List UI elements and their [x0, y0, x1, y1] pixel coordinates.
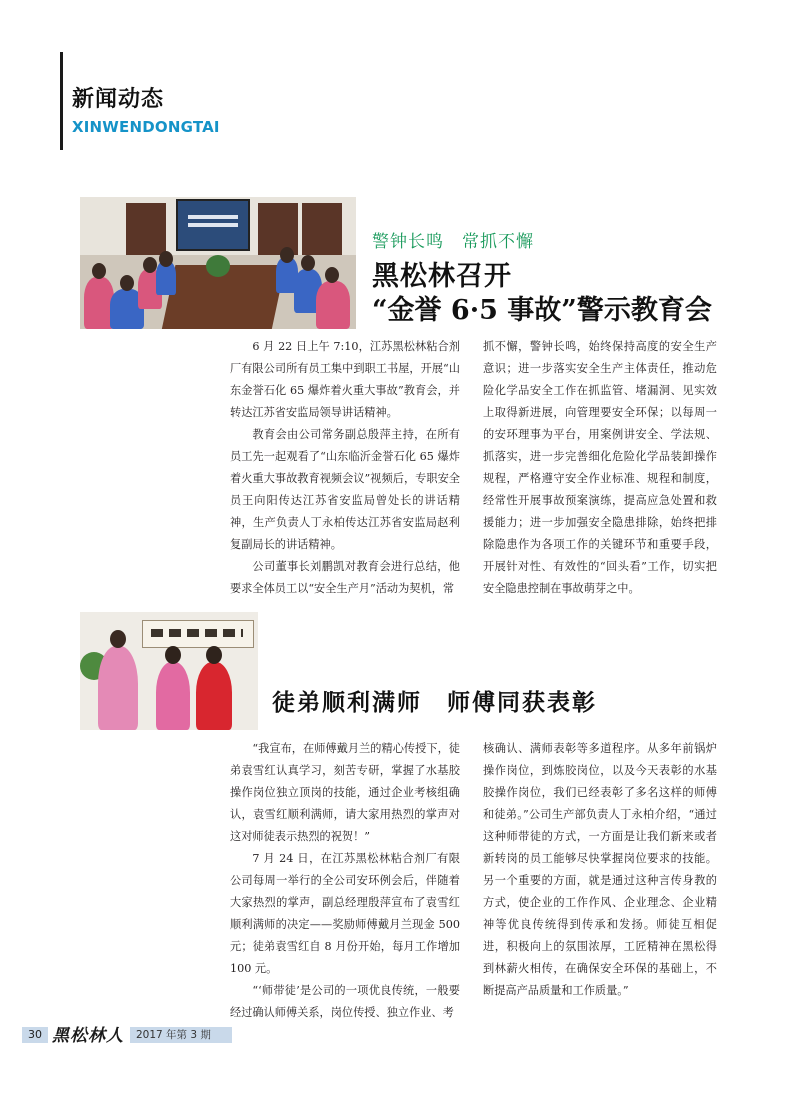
- paragraph: “‘师带徒’是公司的一项优良传统，一般要经过确认师傅关系，岗位传授、独立作业、考: [230, 984, 460, 1019]
- article1-headline-line1: 黑松林召开: [372, 261, 512, 292]
- award-photo: [80, 612, 258, 730]
- section-accent-bar: [60, 52, 63, 150]
- meeting-photo: [80, 197, 356, 329]
- paragraph: 核确认、满师表彰等多道程序。从多年前锅炉操作岗位，到炼胶岗位，以及今天表彰的水基胶操作岗位，我们已经表彰了多名这样的师傅和徒弟。”公司生产部负责人丁永柏介绍，“通过这种师带徒的方式，一方面是让我们新来或者新转岗的员工能够尽快掌握岗位要求的技能。另一个重要的方面，就是通过这种言传身教的方式，使企业的工作作风、企业理念、企业精神等优良传统得到传承和发扬。师徒互相促进，积极向上的氛围浓厚，工匠精神在黑松得到林薪火相传，在确保安全环保的基础上，不断提高产品质量和工作质量。”: [483, 742, 717, 997]
- article1-column-left: [230, 336, 460, 600]
- section-title: 新闻动态: [72, 87, 165, 112]
- article1-kicker: 警钟长鸣 常抓不懈: [372, 232, 534, 252]
- article2-column-right: [483, 738, 717, 1002]
- paragraph: “我宣布，在师傅戴月兰的精心传授下，徒弟袁雪红认真学习，刻苦专研，掌握了水基胶操作岗位独立顶岗的技能，通过企业考核组确认，袁雪红顺利满师，请大家用热烈的掌声对这对师徒表示热烈的祝贺！”: [230, 742, 460, 843]
- paragraph: 抓不懈，警钟长鸣，始终保持高度的安全生产意识；进一步落实安全生产主体责任，推动危险化学品安全工作在抓监管、堵漏洞、见实效上取得新进展，向管理要安全环保；以每周一的安环理事为平台，用案例讲安全、学法规、抓落实，进一步完善细化危险化学品装卸操作规程，严格遵守安全作业标准、规程和制度，经常性开展事故预案演练，提高应急处置和救援能力；进一步加强安全隐患排除，始终把排除隐患作为各项工作的关键环节和重要手段，开展针对性、有效性的“回头看”工作，切实把安全隐患控制在事故萌芽之中。: [483, 340, 717, 595]
- page-number: 30: [22, 1027, 48, 1043]
- paragraph: 公司董事长刘鹏凯对教育会进行总结，他要求全体员工以“安全生产月”活动为契机，常: [230, 560, 460, 595]
- issue-label: 2017 年第 3 期: [130, 1027, 232, 1043]
- article2-headline: 徒弟顺利满师 师傅同获表彰: [272, 689, 597, 716]
- paragraph: 教育会由公司常务副总殷萍主持，在所有员工先一起观看了“山东临沂金誉石化 65 爆炸着火重大事故教育视频会议”视频后，专职安全员王向阳传达江苏省安监局曾处长的讲话精神，生产负责人丁永柏传达江苏省安监局赵利复副局长的讲话精神。: [230, 428, 460, 551]
- section-pinyin: XINWENDONGTAI: [72, 118, 220, 136]
- article1-headline-line2: “金誉 6·5 事故”警示教育会: [372, 295, 712, 326]
- article1-column-right: [483, 336, 717, 600]
- article2-column-left: [230, 738, 460, 1024]
- magazine-logo: 黑松林人: [52, 1026, 124, 1046]
- paragraph: 6 月 22 日上午 7:10，江苏黑松林粘合剂厂有限公司所有员工集中到职工书屋，开展“山东金誉石化 65 爆炸着火重大事故”教育会，并转达江苏省安监局领导讲话精神。: [230, 340, 460, 419]
- paragraph: 7 月 24 日，在江苏黑松林粘合剂厂有限公司每周一举行的全公司安环例会后，伴随着大家热烈的掌声，副总经理殷萍宣布了袁雪红顺利满师的决定——奖励师傅戴月兰现金 500 元；徒弟袁雪红自 8 月份开始，每月工作增加 100 元。: [230, 852, 460, 975]
